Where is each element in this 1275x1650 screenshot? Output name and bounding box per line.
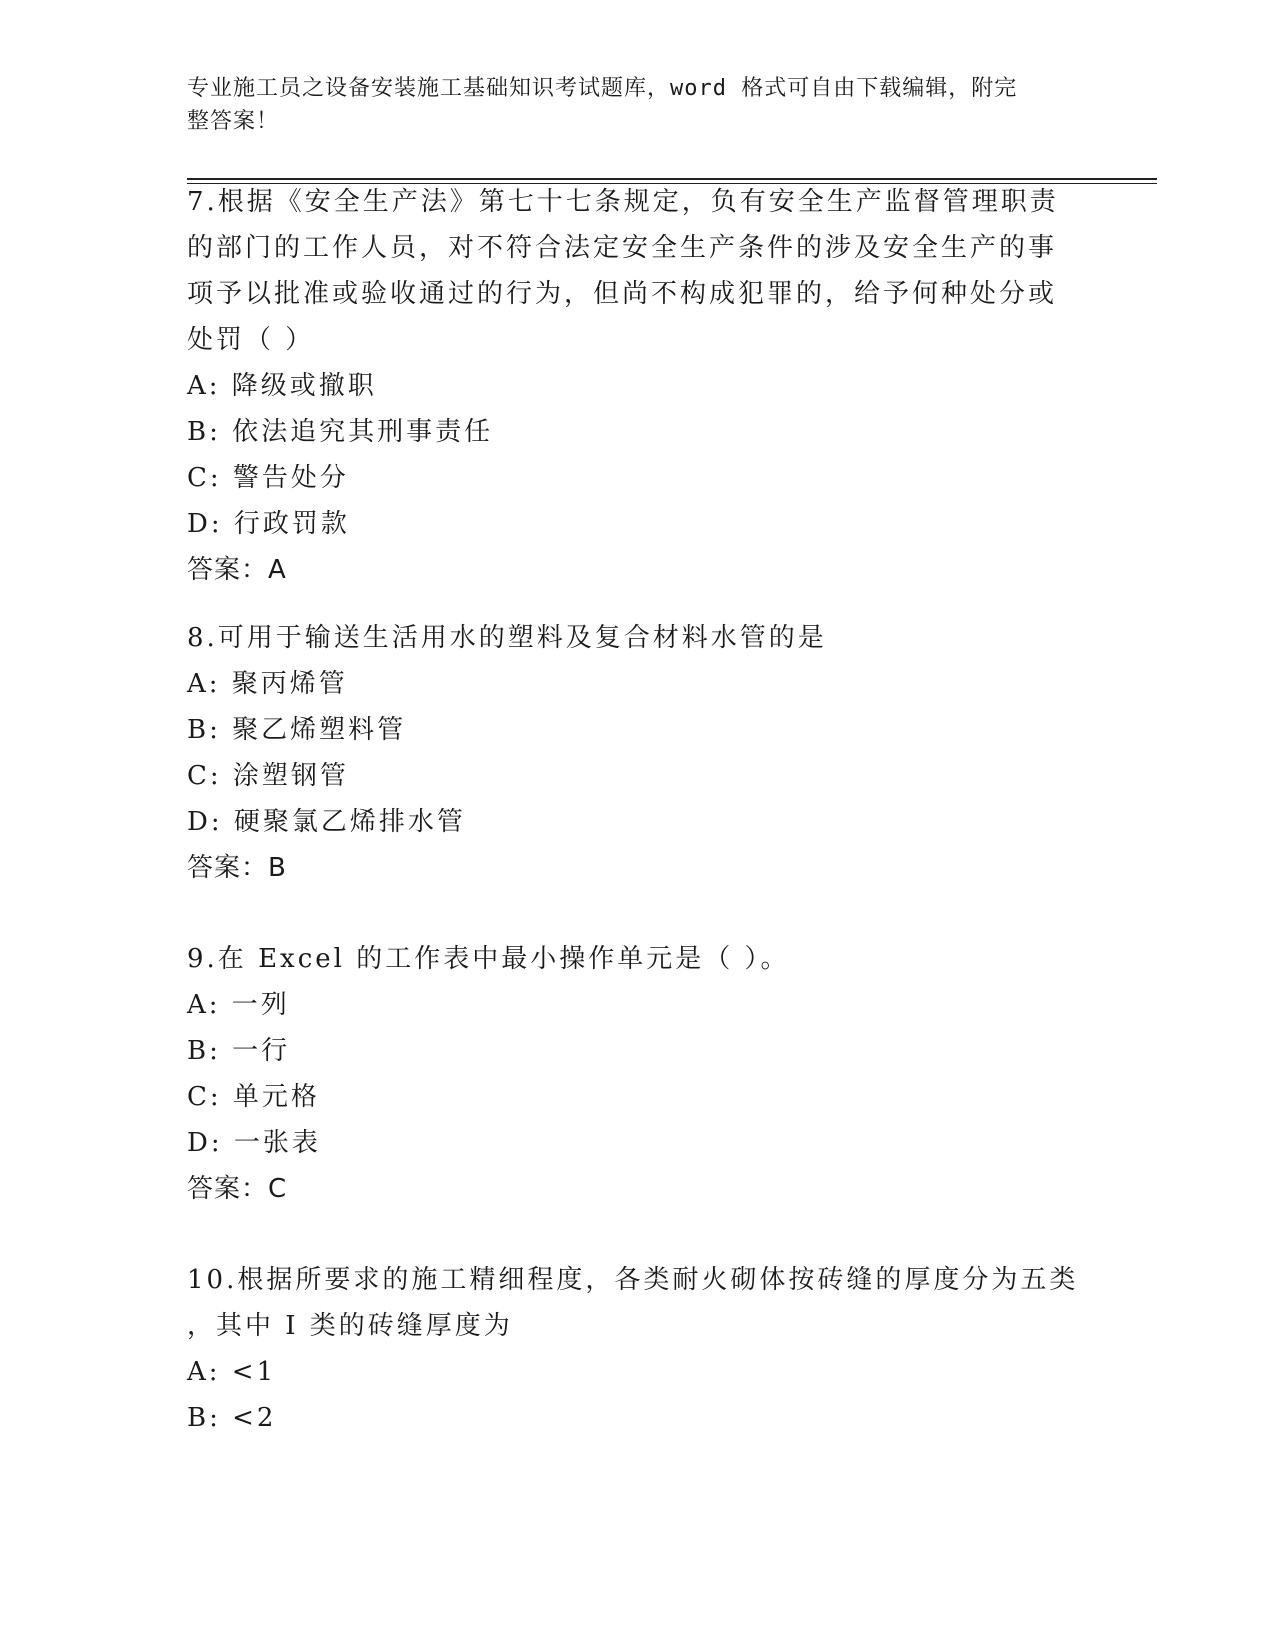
option-c: C: 警告处分 [187,463,349,493]
header-line-2: 整答案！ [187,109,280,134]
option-c: C: 单元格 [187,1082,320,1112]
option-a: A: <1 [187,1357,277,1387]
answer: 答案：A [187,555,287,585]
option-b: B: 一行 [187,1036,291,1066]
option-a: A: 降级或撤职 [187,371,377,401]
question-8 [187,615,1087,891]
question-7 [187,179,1087,593]
question-stem-line: ，其中 I 类的砖缝厚度为 [187,1311,513,1341]
question-stem-line: 项予以批准或验收通过的行为，但尚不构成犯罪的，给予何种处分或 [187,279,1058,309]
document-header [187,72,1067,138]
option-b: B: 聚乙烯塑料管 [187,715,407,745]
option-d: D: 行政罚款 [187,509,350,539]
option-d: D: 硬聚氯乙烯排水管 [187,807,466,837]
option-a: A: 聚丙烯管 [187,669,348,699]
answer: 答案：C [187,1174,288,1204]
question-stem-line: 8.可用于输送生活用水的塑料及复合材料水管的是 [187,623,827,653]
option-c: C: 涂塑钢管 [187,761,349,791]
header-line-1: 专业施工员之设备安装施工基础知识考试题库，word 格式可自由下载编辑，附完 [187,76,1018,101]
question-stem-line: 7.根据《安全生产法》第七十七条规定，负有安全生产监督管理职责 [187,187,1059,217]
question-stem-line: 的部门的工作人员，对不符合法定安全生产条件的涉及安全生产的事 [187,233,1058,263]
option-a: A: 一列 [187,990,290,1020]
option-b: B: 依法追究其刑事责任 [187,417,494,447]
question-stem-line: 10.根据所要求的施工精细程度，各类耐火砌体按砖缝的厚度分为五类 [187,1265,1079,1295]
question-stem-line: 9.在 Excel 的工作表中最小操作单元是（ ）。 [187,944,790,974]
option-d: D: 一张表 [187,1128,321,1158]
question-9 [187,936,1087,1212]
question-10 [187,1257,1087,1441]
question-stem-line: 处罚（ ） [187,325,315,355]
answer: 答案：B [187,853,287,883]
option-b: B: <2 [187,1403,277,1433]
